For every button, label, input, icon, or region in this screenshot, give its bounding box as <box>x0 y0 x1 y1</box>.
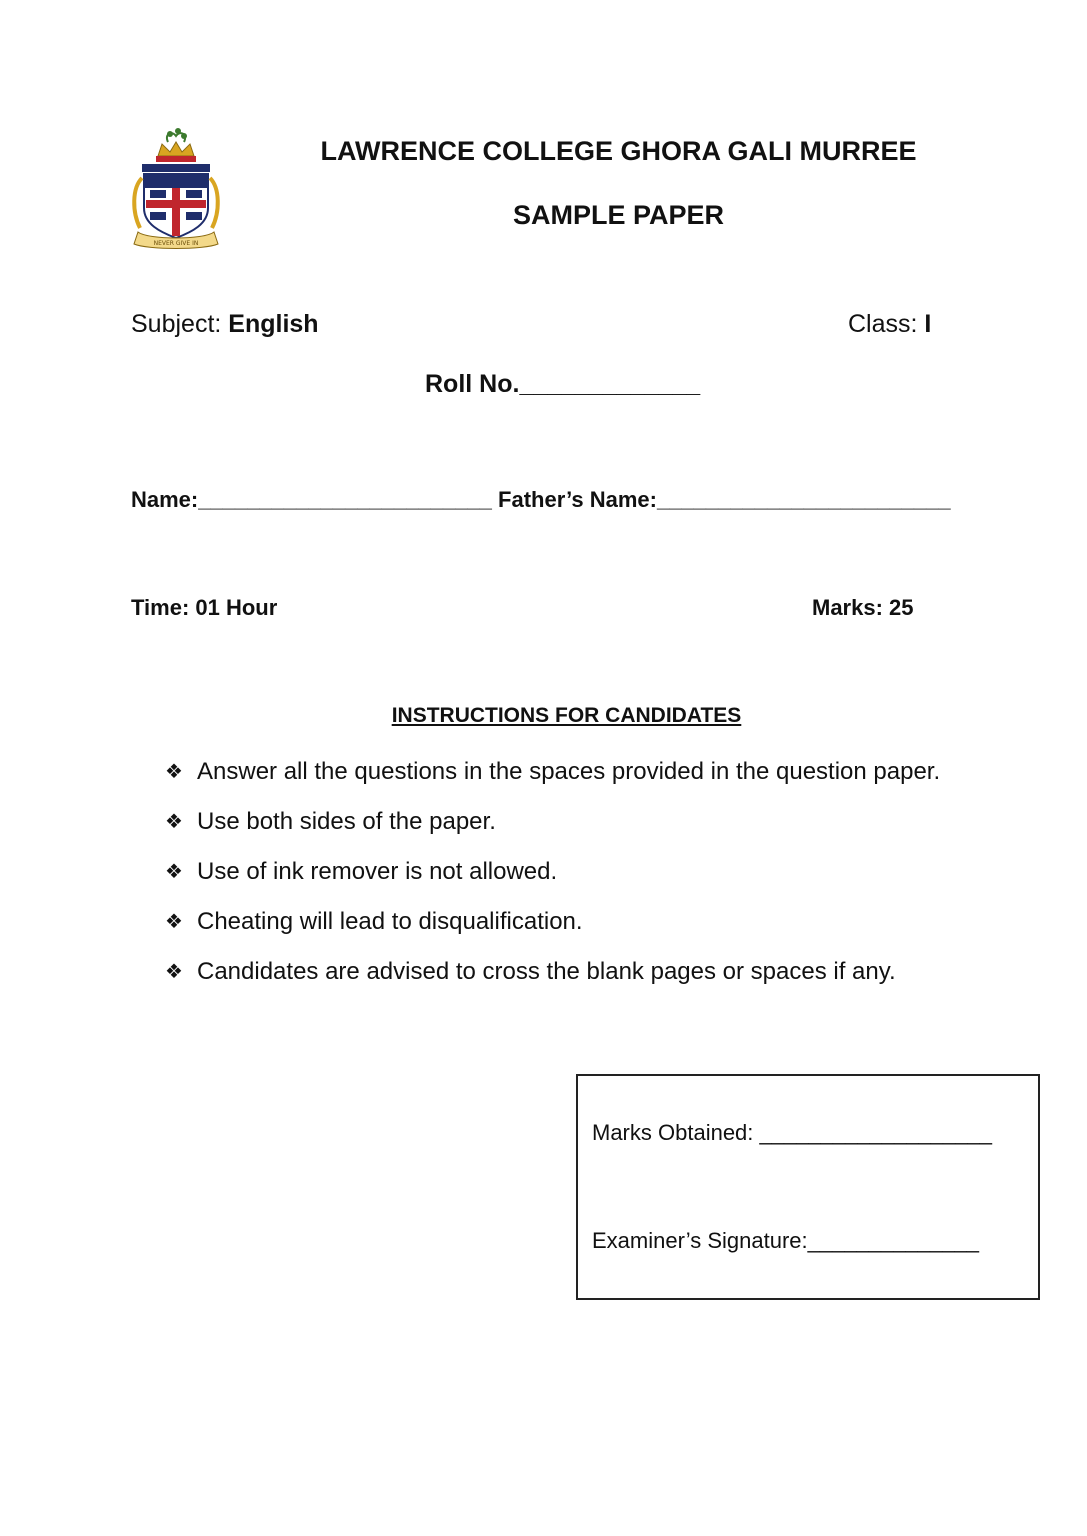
roll-blank: _____________ <box>519 370 701 398</box>
class-value: I <box>924 310 932 338</box>
diamond-bullet-icon: ❖ <box>165 861 183 883</box>
diamond-bullet-icon: ❖ <box>165 761 183 783</box>
instruction-text: Use of ink remover is not allowed. <box>197 858 558 885</box>
instruction-text: Candidates are advised to cross the blank pages or spaces if any. <box>197 958 896 985</box>
roll-number-field <box>425 370 700 399</box>
subject-field <box>131 310 319 339</box>
name-field <box>131 487 951 513</box>
marks-field: Marks: 25 <box>812 595 914 620</box>
instruction-text: Use both sides of the paper. <box>197 808 496 835</box>
diamond-bullet-icon: ❖ <box>165 811 183 833</box>
list-item <box>165 806 940 856</box>
father-name-blank: ________________________ <box>656 487 951 512</box>
crest-motto: NEVER GIVE IN <box>153 240 199 247</box>
roll-label: Roll No. <box>425 370 520 398</box>
examiner-signature-line: Examiner’s Signature:______________ <box>592 1228 979 1253</box>
name-blank: ________________________ <box>198 487 492 512</box>
instruction-text: Cheating will lead to disqualification. <box>197 908 583 935</box>
class-field <box>848 310 931 339</box>
list-item <box>165 956 940 1006</box>
diamond-bullet-icon: ❖ <box>165 911 183 933</box>
institution-title: LAWRENCE COLLEGE GHORA GALI MURREE <box>320 136 917 166</box>
instructions-heading: INSTRUCTIONS FOR CANDIDATES <box>391 704 742 727</box>
list-item <box>165 756 940 806</box>
marks-box <box>576 1074 1040 1300</box>
list-item <box>165 856 940 906</box>
father-name-label: Father’s Name: <box>498 487 657 512</box>
instruction-text: Answer all the questions in the spaces provided in the question paper. <box>197 758 941 785</box>
marks-obtained-line: Marks Obtained: ___________________ <box>592 1120 992 1145</box>
instructions-list <box>165 756 940 1006</box>
class-label: Class: <box>848 310 918 338</box>
paper-type-title: SAMPLE PAPER <box>512 200 725 230</box>
name-label: Name: <box>131 487 199 512</box>
subject-value: English <box>228 310 319 338</box>
subject-label: Subject: <box>131 310 222 338</box>
diamond-bullet-icon: ❖ <box>165 961 183 983</box>
time-field: Time: 01 Hour <box>131 595 278 620</box>
list-item <box>165 906 940 956</box>
